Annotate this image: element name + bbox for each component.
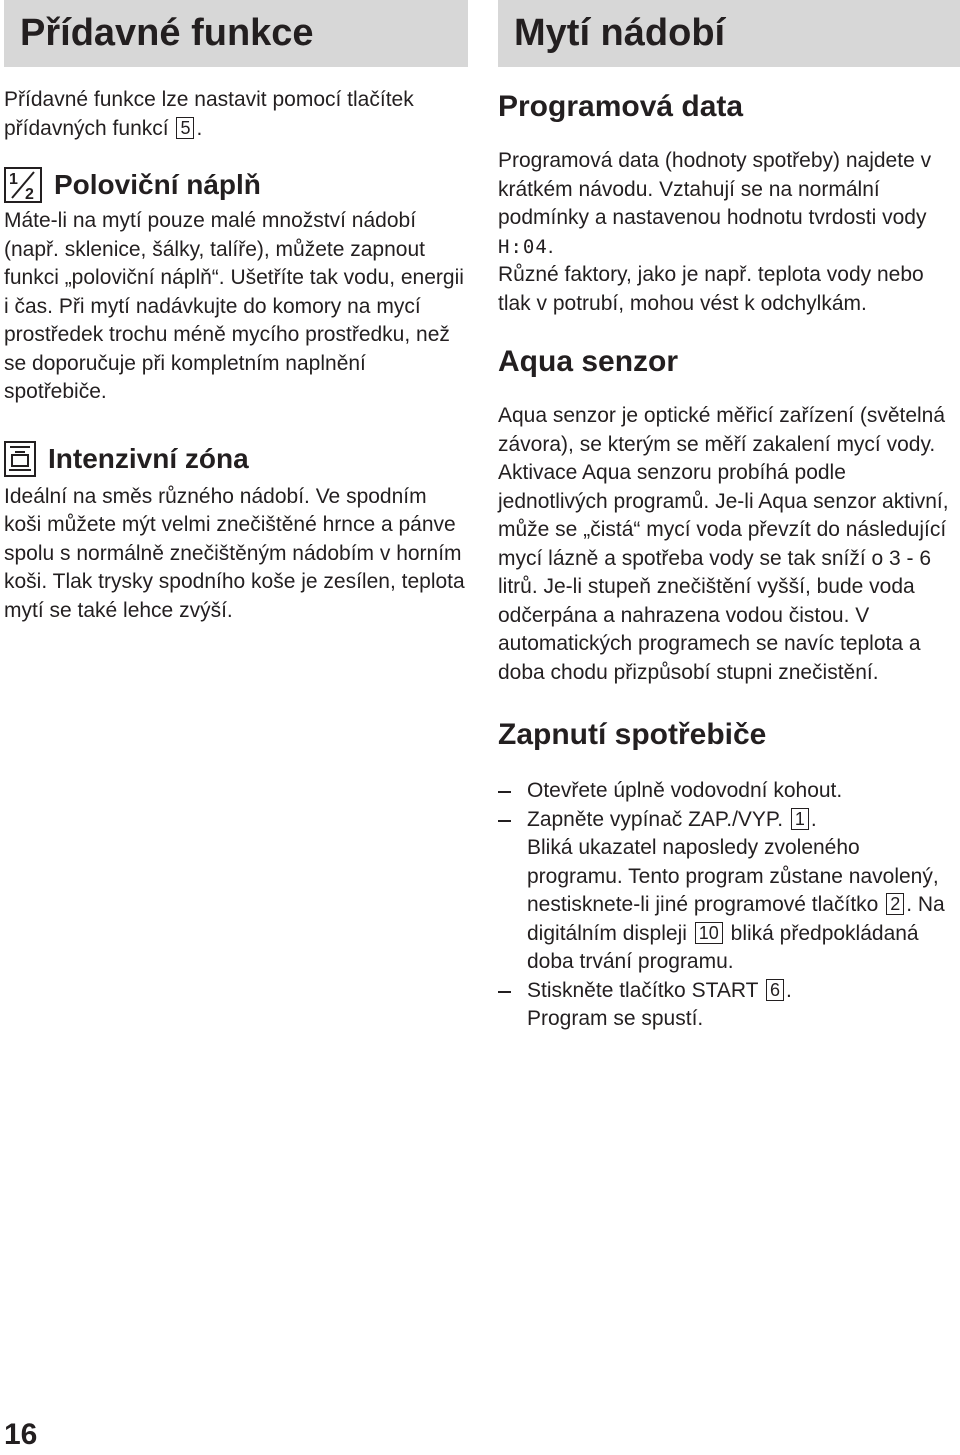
button-reference-2: 2: [886, 893, 904, 915]
button-reference-5: 5: [176, 117, 194, 139]
half-load-heading: [4, 167, 468, 203]
section-header-additional-functions: [4, 0, 468, 67]
intro-paragraph: Přídavné funkce lze nastavit pomocí tlačítek přídavných funkcí 5 .: [4, 88, 414, 140]
switch-on-title: Zapnutí spotřebiče: [498, 718, 767, 751]
program-data-body: Programová data (hodnoty spotřeby) najdete v krátkém návodu. Vztahují se na normální podmínky a nastavenou hodnotu tvrdosti vody H:04. Různé faktory, jako je např. teplota vody nebo tlak v potrubí, mohou vést k odchylkám.: [498, 149, 932, 315]
half-load-body: Máte-li na mytí pouze malé množství nádobí (např. sklenice, šálky, talíře), můžete zapnout funkci „poloviční náplň“. Ušetříte tak vodu, energii i čas. Při mytí nadávkujte do komory na mycí prostředek trochu méně mycího prostředku, než se doporučuje při kompletním naplnění spotřebiče.: [4, 209, 464, 403]
display-reference-10: 10: [695, 922, 723, 944]
half-load-title: Poloviční náplň: [54, 169, 261, 200]
half-load-icon: [4, 167, 42, 203]
section-header-text: Mytí nádobí: [514, 12, 726, 54]
left-column: [4, 0, 468, 625]
page-number: 16: [4, 1418, 38, 1451]
intensive-zone-icon: [4, 441, 36, 477]
intensive-zone-heading: [4, 441, 468, 477]
aqua-sensor-body: Aqua senzor je optické měřicí zařízení (světelná závora), se kterým se měří zakalení mycí vody. Aktivace Aqua senzoru probíhá podle jednotlivých programů. Je-li Aqua senzor aktivní, může se „čistá“ mycí voda převzít do následující mycí lázně a spotřeba vody se tak sníží o 3 - 6 litrů. Je-li stupeň znečištění vyšší, bude voda odčerpána a nahrazena vodou čistou. V automatických programech se navíc teplota a doba chodu přizpůsobí stupni znečistění.: [498, 404, 949, 684]
button-reference-1: 1: [791, 808, 809, 830]
list-item: Zapněte vypínač ZAP./VYP. 1 . Bliká ukazatel naposledy zvoleného programu. Tento program zůstane navolený, nestisknete-li jiné programové tlačítko 2 . Na digitálním displeji 10 bliká předpokládaná doba trvání programu.: [498, 806, 960, 977]
right-column: [498, 0, 960, 1034]
switch-on-steps: [498, 777, 960, 1034]
list-item: Stiskněte tlačítko START 6 . Program se spustí.: [498, 977, 960, 1034]
lcd-hardness-value: H:04: [498, 235, 548, 258]
section-header-dishwashing: [498, 0, 960, 67]
svg-text:2: 2: [25, 186, 34, 203]
program-data-title: Programová data: [498, 90, 744, 123]
svg-text:1: 1: [9, 171, 18, 188]
aqua-sensor-title: Aqua senzor: [498, 345, 679, 378]
section-header-text: Přídavné funkce: [20, 12, 314, 54]
intensive-zone-body: Ideální na směs různého nádobí. Ve spodním koši můžete mýt velmi znečištěné hrnce a pánve spolu s normálně znečištěným nádobím v horním koši. Tlak trysky spodního koše je zesílen, teplota mytí se také lehce zvýší.: [4, 484, 465, 622]
button-reference-6: 6: [766, 979, 784, 1001]
intensive-zone-title: Intenzivní zóna: [48, 442, 249, 474]
list-item: Otevřete úplně vodovodní kohout.: [498, 777, 960, 806]
